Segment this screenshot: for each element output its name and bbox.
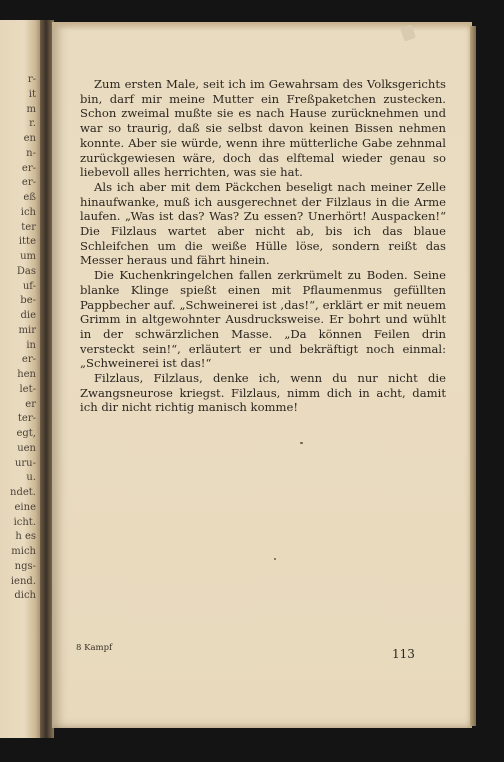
left-page-fragment: ngs- [14,560,36,572]
left-page-fragment: er- [21,354,36,366]
left-page-fragment: ter [21,221,36,233]
left-page-fragment: u. [26,472,36,484]
signature-mark: 8 Kampf [76,643,113,653]
left-page-fragment: r- [27,74,36,85]
left-page-fragment: in [26,339,36,351]
left-page-fragment: Das [16,265,36,277]
left-page-fragment: um [20,251,36,262]
page-number: 113 [392,647,415,661]
paper-speck [300,442,303,444]
paper-speck [274,558,276,560]
page-body-text [80,77,446,415]
left-page-fragment: ter- [17,413,36,425]
left-page-fragment: hen [17,369,36,380]
left-page-fragment: uru- [14,457,36,469]
left-page-fragment: dich [14,590,36,602]
left-page-fragment: it [28,88,36,100]
left-page-fragment: egt, [16,428,36,439]
book-page [52,22,472,728]
left-page-fragment: iend. [10,575,36,587]
left-page-fragment: n- [26,147,36,159]
left-page-fragment: er [25,398,36,410]
left-page-fragment: mich [11,546,36,557]
paragraph-2: Als ich aber mit dem Päckchen beseligt nach meiner Zelle hinaufwanke, muß ich ausgerechnet der Filzlaus in die Arme laufen. „Was ist das? Was? Zu essen? Unerhört! Auspacken!“ Die Filzlaus wartet aber nicht ab, bis ich das blaue Schleifchen um die weiße Hülle löse, sondern reißt das Messer heraus und fährt hinein. [80,179,446,268]
left-page-fragment: er- [21,162,36,174]
left-page-fragment: die [20,310,36,321]
left-page-fragment: uf- [22,280,36,292]
left-page-fragment: eine [14,501,36,513]
left-page-fragment: itte [18,236,36,248]
left-page-fragment: be- [20,295,36,307]
left-page-edge [0,20,44,738]
left-page-fragment: m [26,103,36,115]
left-page-fragment: mir [18,324,36,336]
left-page-fragment: r. [29,118,36,130]
left-page-fragment: icht. [13,516,36,528]
left-page-fragment: uen [17,442,36,454]
page-right-edge [470,26,476,726]
left-page-fragment: en [23,133,36,144]
left-page-fragment: ndet. [10,487,36,498]
left-page-fragment: let- [19,383,36,395]
left-page-fragment: ich [20,206,36,218]
left-page-fragment: er- [21,177,36,189]
left-page-fragment: h es [15,531,36,543]
paragraph-4: Filzlaus, Filzlaus, denke ich, wenn du nur nicht die Zwangsneurose kriegst. Filzlaus, nimm dich in acht, damit ich dir nicht richtig manisch komme! [80,371,446,415]
left-page-fragment: eß [23,192,36,203]
paragraph-3: Die Kuchenkringelchen fallen zerkrümelt zu Boden. Seine blanke Klinge spießt einen mit Pflaumenmus gefüllten Pappbecher auf. „Schweinerei ist ,das!“, erklärt er mit neuem Grimm in altgewohnter Ausdrucksweise. Er bohrt und wühlt in der schwärzlichen Masse. „Da können Feilen drin versteckt sein!“, erläutert er und bekräftigt noch einmal: „Schweinerei ist das!“ [80,268,446,371]
paragraph-1: Zum ersten Male, seit ich im Gewahrsam des Volksgerichts bin, darf mir meine Mutter ein Freßpaketchen zustecken. Schon zweimal mußte sie es nach Hause zurücknehmen und war so traurig, daß sie selbst davon keinen Bissen nehmen konnte. Aber sie würde, wenn ihre mütterliche Gabe zehnmal zurückgewiesen wäre, doch das elftemal wieder genau so liebevoll alles herrichten, was sie hat. [80,77,446,180]
